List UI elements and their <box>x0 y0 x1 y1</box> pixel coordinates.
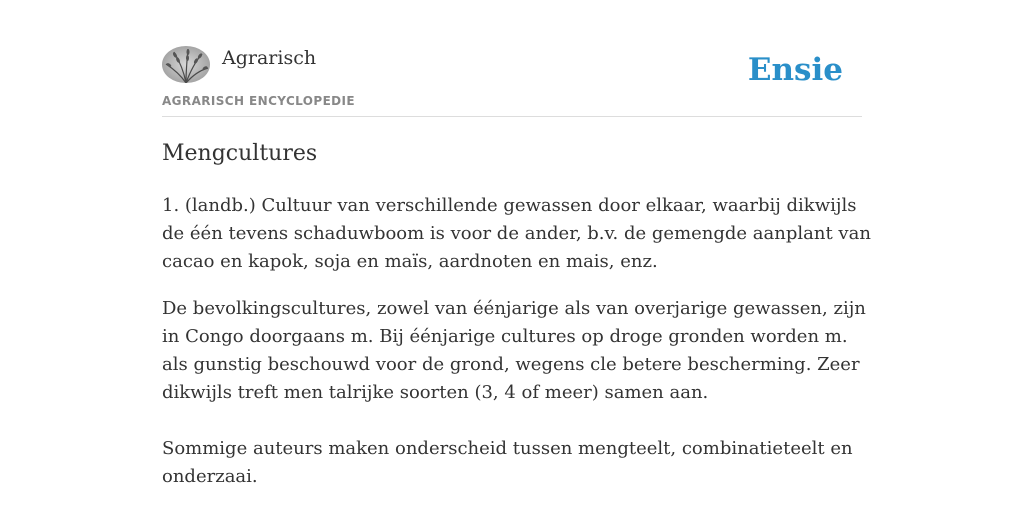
entry-paragraph: Sommige auteurs maken onderscheid tussen mengteelt, combinatieteelt en onderzaai. <box>162 438 853 487</box>
header <box>162 46 862 117</box>
site-title[interactable]: Agrarisch <box>222 47 317 69</box>
wheat-ears-icon[interactable] <box>162 46 210 83</box>
entry-title: Mengcultures <box>162 141 318 166</box>
entry-paragraph: 1. (landb.) Cultuur van verschillende gewassen door elkaar, waarbij dikwijls de één tevens schaduwboom is voor de ander, b.v. de gemengde aanplant van cacao en kapok, soja en maïs, aardnoten en mais, enz. <box>162 195 871 272</box>
site-subtitle: AGRARISCH ENCYCLOPEDIE <box>162 94 355 108</box>
entry-content <box>162 138 872 491</box>
brand-logo[interactable]: Ensie <box>747 52 843 88</box>
entry-paragraph: De bevolkingscultures, zowel van éénjarige als van overjarige gewassen, zijn in Congo doorgaans m. Bij éénjarige cultures op droge gronden worden m. als gunstig beschouwd voor de grond, wegens cle betere bescherming. Zeer dikwijls treft men talrijke soorten (3, 4 of meer) samen aan. <box>162 298 866 403</box>
